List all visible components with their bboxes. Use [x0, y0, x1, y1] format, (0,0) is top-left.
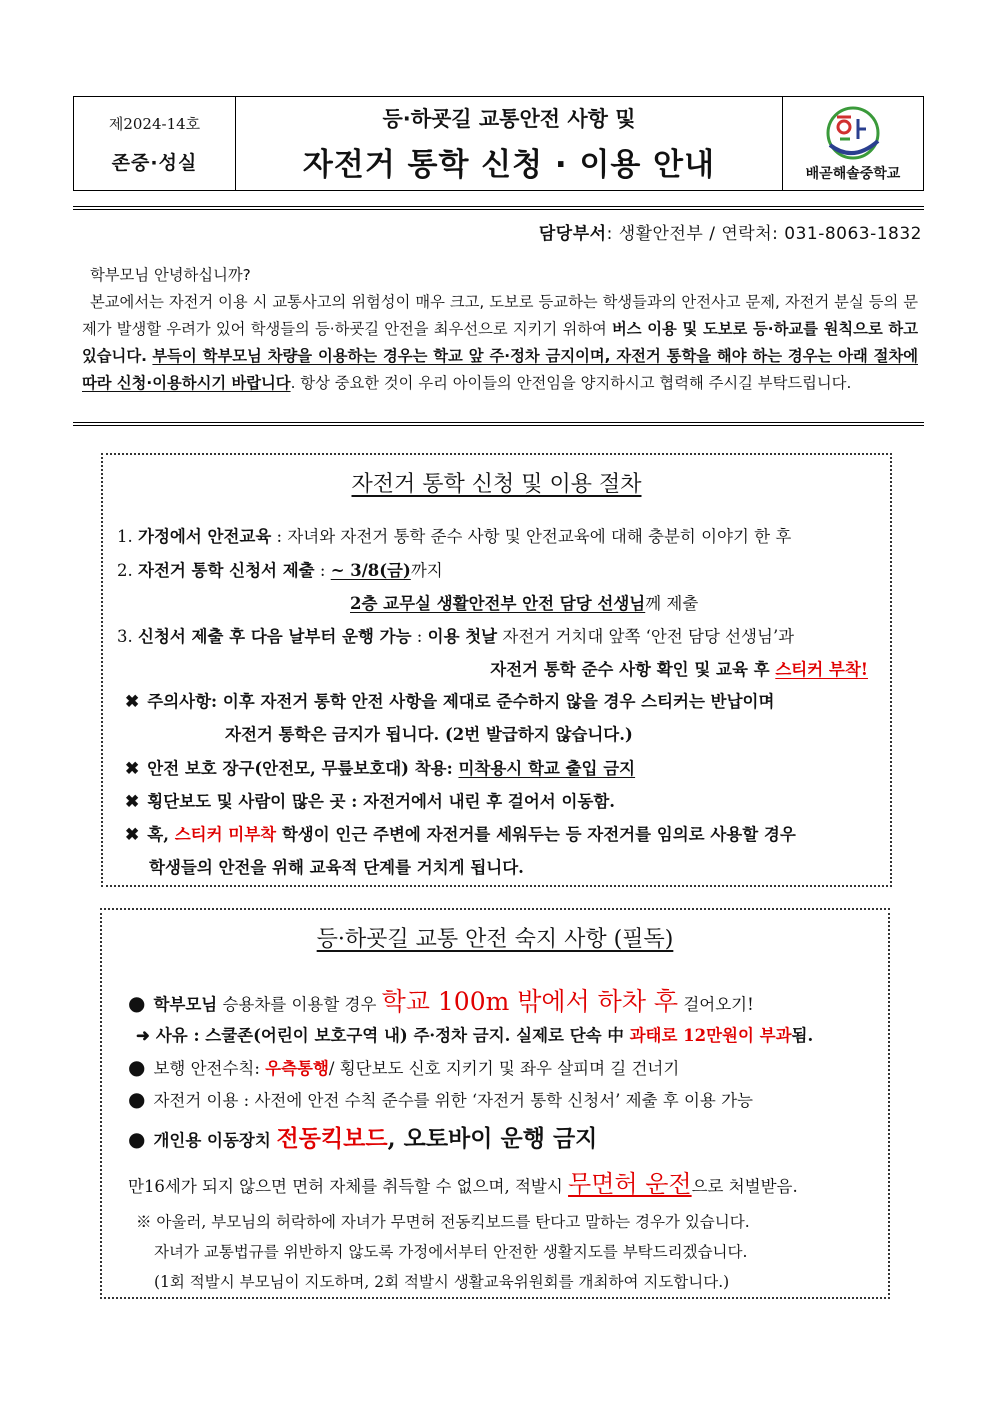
step-2-submit: 께 제출 — [645, 594, 699, 613]
bullet-4 — [128, 1120, 597, 1153]
sticker-attach: 스티커 부착! — [775, 660, 868, 679]
header-title-cell — [236, 97, 783, 190]
bullet-2-red: 우측통행 — [265, 1059, 329, 1078]
step-2-date: ~ 3/8(금) — [330, 561, 411, 580]
step-3-bold2: 이용 첫날 — [427, 627, 498, 646]
step-3 — [117, 623, 794, 647]
step-1-number: 1. — [117, 527, 133, 546]
title-line-1: 등·하굣길 교통안전 사항 및 — [382, 107, 636, 131]
step-2 — [117, 557, 443, 581]
bullet-4-text: 개인용 이동장치 — [153, 1131, 277, 1150]
step-2-number: 2. — [117, 561, 133, 580]
note-3-text: 횡단보도 및 사람이 많은 곳 : 자전거에서 내린 후 걸어서 이동함. — [147, 792, 616, 811]
note-4-line2 — [149, 854, 524, 878]
step-3-line2 — [490, 656, 868, 680]
note-4 — [125, 821, 796, 845]
intro-text: 본교에서는 자전거 이용 시 교통사고의 위험성이 매우 크고, 도보로 등교하는 학생들과의 안전사고 문제, 자전거 분실 등의 문제가 발생할 우려가 있어 학생들의 등·하굣길 안전을 최우선으로 지키기 위하여 — [82, 293, 918, 338]
note-2 — [125, 755, 635, 779]
step-1-bold: 가정에서 안전교육 — [138, 527, 272, 546]
intro-end: . 항상 중요한 것이 우리 아이들의 안전임을 양지하시고 협력해 주시길 부탁드립니다. — [290, 374, 852, 392]
step-2-bold: 자전거 통학 신청서 제출 — [138, 561, 315, 580]
reason-line — [136, 1022, 813, 1046]
issue-number: 제2024-14호 — [108, 114, 201, 133]
bullet-1-bold: 학부모님 — [153, 995, 218, 1014]
title-line-2: 자전거 통학 신청 · 이용 안내 — [302, 147, 716, 183]
divider — [73, 425, 924, 426]
school-motto: 존중·성실 — [111, 151, 198, 174]
step-2-colon: : — [314, 561, 331, 580]
note-1-line2 — [225, 721, 633, 745]
step-3-colon: : — [411, 627, 428, 646]
bullet-1-end: 걸어오기! — [678, 995, 754, 1014]
bullet-2-text: 보행 안전수칙: — [153, 1059, 266, 1078]
x-mark-icon: ✖ — [125, 825, 140, 845]
step-3-bold: 신청서 제출 후 다음 날부터 운행 가능 — [138, 627, 412, 646]
note-line-1: ※ 아울러, 부모님의 허락하에 자녀가 무면허 전동킥보드를 탄다고 말하는 경우가 있습니다. — [136, 1213, 750, 1231]
intro-bold-underline: 부득이 학부모님 차량을 이용하는 경우는 학교 앞 주·정차 금지이며, 자전거 통학을 해야 하는 경우는 아래 절차에 따라 신청·이용하시기 바랍니다 — [82, 347, 918, 392]
intro-paragraph — [82, 289, 918, 397]
intro-bold: 버스 이용 및 도보로 등·하교를 원칙으로 하고 있습니다. — [82, 320, 918, 365]
license-text: 만16세가 되지 않으면 면허 자체를 취득할 수 없으며, 적발시 — [128, 1177, 569, 1196]
x-mark-icon: ✖ — [125, 759, 140, 779]
bullet-icon: ● — [128, 1127, 146, 1151]
step-2-place-text: 2층 교무실 생활안전부 안전 담당 선생님 — [350, 594, 646, 613]
step-2-place — [350, 590, 698, 614]
document-header — [73, 96, 924, 191]
school-name: 배곧해솔중학교 — [805, 165, 901, 182]
note-1 — [125, 688, 774, 712]
bullet-icon: ● — [128, 1087, 146, 1111]
note-2-underline: 미착용시 학교 출입 금지 — [458, 759, 636, 778]
note-3 — [125, 788, 615, 812]
step-3-line2-text: 자전거 통학 준수 사항 확인 및 교육 후 — [490, 660, 776, 679]
reason-red: 과태로 12만원이 부과 — [629, 1026, 792, 1045]
x-mark-icon: ✖ — [125, 792, 140, 812]
bullet-3-text: 자전거 이용 : 사전에 안전 수칙 준수를 위한 ‘자전거 통학 신청서’ 제출 후 이용 가능 — [153, 1091, 753, 1110]
step-1-text: : 자녀와 자전거 통학 준수 사항 및 안전교육에 대해 충분히 이야기 한 후 — [271, 527, 792, 546]
reason-text: 사유 : 스쿨존(어린이 보호구역 내) 주·정차 금지. 실제로 단속 中 — [155, 1026, 630, 1045]
note-line-3: (1회 적발시 부모님이 지도하며, 2회 적발시 생활교육위원회를 개최하여 지도합니다.) — [154, 1273, 730, 1291]
bullet-1-text: 승용차를 이용할 경우 — [217, 995, 382, 1014]
procedure-title: 자전거 통학 신청 및 이용 절차 — [351, 472, 642, 497]
divider — [73, 422, 924, 423]
note-1-text: 주의사항: 이후 자전거 통학 안전 사항을 제대로 준수하지 않을 경우 스티커는 반납이며 — [147, 692, 775, 711]
license-line — [128, 1164, 798, 1199]
note-4-line2-text: 학생들의 안전을 위해 교육적 단계를 거치게 됩니다. — [149, 858, 524, 877]
note-4-pre: 혹, — [147, 825, 175, 844]
header-left-cell — [74, 97, 236, 190]
step-2-until: 까지 — [410, 561, 443, 580]
bullet-4-red: 전동킥보드 — [276, 1125, 388, 1152]
bullet-3 — [128, 1087, 753, 1111]
bullet-1-red: 학교 100m 밖에서 하차 후 — [381, 987, 679, 1016]
header-logo-cell — [783, 97, 923, 190]
procedure-box — [101, 453, 892, 887]
license-end: 으로 처벌받음. — [691, 1177, 798, 1196]
safety-title: 등·하굣길 교통 안전 숙지 사항 (필독) — [316, 927, 674, 952]
note-line-2: 자녀가 교통법규를 위반하지 않도록 가정에서부터 안전한 생활지도를 부탁드리겠습니다. — [154, 1243, 748, 1261]
note-1-line2-text: 자전거 통학은 금지가 됩니다. (2번 발급하지 않습니다.) — [225, 725, 633, 744]
school-logo-icon — [820, 105, 886, 161]
license-red: 무면허 운전 — [568, 1170, 692, 1198]
note-2-text: 안전 보호 장구(안전모, 무릎보호대) 착용: — [147, 759, 459, 778]
x-mark-icon: ✖ — [125, 692, 140, 712]
divider — [73, 209, 924, 210]
dept-contact-text: : 생활안전부 / 연락처: 031-8063-1832 — [606, 224, 922, 244]
note-4-text: 학생이 인근 주변에 자전거를 세워두는 등 자전거를 임의로 사용할 경우 — [276, 825, 796, 844]
arrow-right-icon: ➜ — [136, 1026, 150, 1045]
bullet-4-end: , 오토바이 운행 금지 — [387, 1125, 598, 1152]
safety-box — [100, 908, 890, 1299]
bullet-2-end: / 횡단보도 신호 지키기 및 좌우 살피며 길 건너기 — [328, 1059, 680, 1078]
contact-info — [539, 219, 922, 244]
intro-section — [82, 262, 918, 397]
bullet-icon: ● — [128, 1055, 146, 1079]
bullet-icon: ● — [128, 991, 146, 1015]
step-3-number: 3. — [117, 627, 133, 646]
note-4-red: 스티커 미부착 — [174, 825, 277, 844]
step-1 — [117, 523, 791, 547]
bullet-1 — [128, 982, 754, 1018]
bullet-2 — [128, 1055, 679, 1079]
step-3-text: 자전거 거치대 앞쪽 ‘안전 담당 선생님’과 — [497, 627, 795, 646]
dept-label: 담당부서 — [538, 224, 607, 244]
divider — [73, 206, 924, 207]
reason-end: 됨. — [791, 1026, 814, 1045]
greeting: 학부모님 안녕하십니까? — [90, 266, 251, 284]
